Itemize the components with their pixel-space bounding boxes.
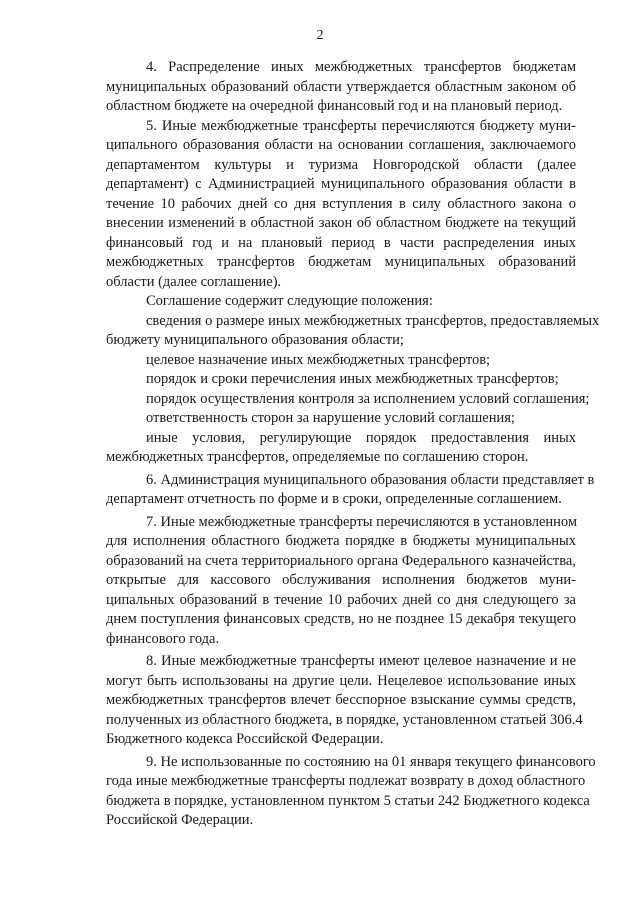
text-line: течение 10 рабочих дней со дня вступления в силу областного закона о [106,195,576,212]
text-line: 9. Не использованные по состоянию на 01 января текущего финансового [146,753,596,770]
paragraph-6 [106,471,595,510]
paragraph-9 [106,753,596,831]
paragraph-5 [106,117,576,293]
text-line: 8. Иные межбюджетные трансферты имеют целевое назначение и не [146,653,576,669]
text-line: финансовый год и на плановый период в части распределения иных [106,234,576,251]
text-line: 5. Иные межбюджетные трансферты перечисляются бюджету муни- [146,117,576,134]
text-line: открытые для кассового обслуживания исполнения бюджетов муни- [106,572,576,588]
text-line: для исполнения областного бюджета порядке в бюджеты муниципальных [106,533,576,549]
text-line: могут быть использованы на другие цели. Нецелевое использование иных [106,672,576,689]
agreement-item [106,351,576,371]
text-line: области (далее соглашение). [106,273,282,290]
text-line: внесении изменений в областной закон об областном бюджете на текущий [106,215,576,231]
text-line: департамент) с Администрацией муниципального образования области в [106,176,576,192]
text-line: Соглашение содержит следующие положения: [146,293,433,309]
text-line: ципального образования области на основании соглашения, заключаемого [106,137,576,153]
agreement-item [106,429,576,468]
text-line: финансового года. [106,630,220,647]
text-line: полученных из областного бюджета, в порядке, установленном статьей 306.4 [106,711,583,728]
text-line: иные условия, регулирующие порядок предоставления иных [146,429,576,446]
page-number: 2 [316,28,324,43]
text-line: межбюджетных трансфертов бюджетам муниципальных образований [106,254,576,270]
text-line: межбюджетных трансфертов, определяемые по соглашению сторон. [106,449,529,465]
agreement-item [106,390,590,410]
document-body [106,58,600,831]
text-line: департамент отчетность по форме и в сроки, определенные соглашением. [106,491,562,507]
text-line: сведения о размере иных межбюджетных трансфертов, предоставляемых [146,312,600,329]
text-line: 7. Иные межбюджетные трансферты перечисляются в установленном [146,513,578,530]
agreement-item [106,409,576,429]
text-line: 4. Распределение иных межбюджетных трансфертов бюджетам [146,59,576,75]
text-line: Бюджетного кодекса Российской Федерации. [106,731,384,747]
paragraph-7 [106,513,576,650]
text-line: областном бюджете на очередной финансовый год и на плановый период. [106,98,563,114]
paragraph-8 [106,652,583,750]
agreement-item [106,370,576,390]
text-line: ответственность сторон за нарушение условий соглашения; [146,410,515,426]
text-line: межбюджетных трансфертов влечет бесспорное взыскание суммы средств, [106,692,576,708]
text-line: целевое назначение иных межбюджетных трансфертов; [146,351,491,368]
paragraph-4 [106,58,576,117]
text-line: порядок и сроки перечисления иных межбюджетных трансфертов; [146,371,559,387]
text-line: ципальных образований в течение 10 рабочих дней со дня следующего за [106,591,576,608]
text-line: 6. Администрация муниципального образования области представляет в [146,471,595,488]
agreement-intro [106,292,576,312]
agreement-item [106,312,600,351]
text-line: Российской Федерации. [106,812,254,828]
text-line: образований на счета территориального органа Федерального казначейства, [106,552,576,569]
text-line: бюджету муниципального образования области; [106,332,404,348]
text-line: днем поступления финансовых средств, но не позднее 15 декабря текущего [106,611,576,627]
text-line: департаментом культуры и туризма Новгородской области (далее [106,156,576,173]
text-line: порядок осуществления контроля за исполнением условий соглашения; [146,390,590,407]
text-line: года иные межбюджетные трансферты подлежат возврату в доход областного [106,773,586,789]
text-line: бюджета в порядке, установленном пунктом 5 статьи 242 Бюджетного кодекса [106,792,590,809]
text-line: муниципальных образований области утверждается областным законом об [106,78,576,95]
